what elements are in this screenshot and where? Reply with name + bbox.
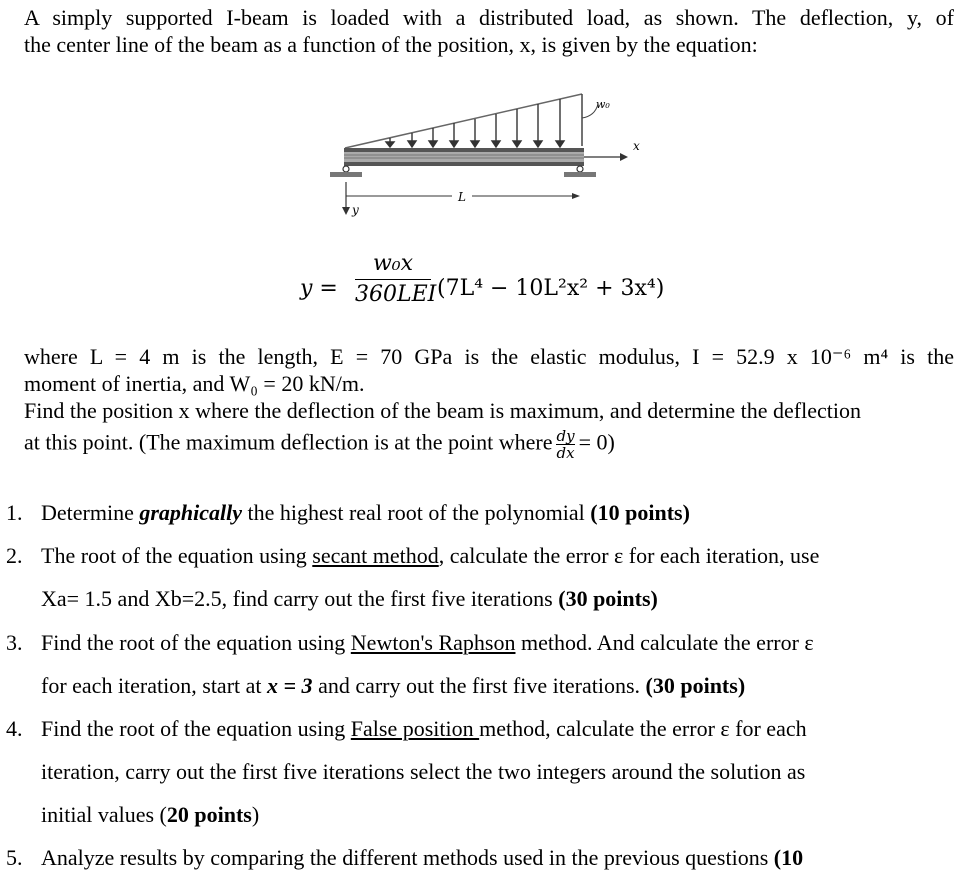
derivative-denominator: dx — [556, 444, 575, 462]
beam-diagram — [320, 86, 660, 226]
question-3-start-value: x = 3 — [267, 673, 313, 698]
question-3-text-4: and carry out the first five iterations. — [312, 673, 646, 698]
question-1-text: Determine — [41, 500, 140, 525]
question-4-points: 20 points — [166, 802, 252, 827]
equation-numerator: w₀x — [372, 251, 414, 276]
question-2-text: The root of the equation using — [41, 543, 313, 568]
question-3-text-2: method. And calculate the error ε — [515, 630, 814, 655]
question-2-number: 2. — [6, 543, 23, 568]
x-axis-label: x — [633, 139, 640, 153]
load-arrows — [386, 99, 564, 147]
intro-line-1: A simply supported I-beam is loaded with a distributed load, as shown. The deflection, y, of — [24, 5, 954, 30]
question-4-text-3: initial values ( — [41, 802, 167, 827]
question-3-line-2 — [41, 673, 745, 699]
question-2-line-1 — [41, 543, 819, 569]
question-4-line-1 — [41, 716, 807, 742]
w0-label: w₀ — [596, 98, 610, 111]
question-4-text-4: ) — [251, 802, 260, 827]
left-support — [330, 166, 362, 177]
question-3-number: 3. — [6, 630, 23, 655]
question-2-text-2: , calculate the error ε for each iteration, use — [438, 543, 820, 568]
question-5-number: 5. — [6, 845, 23, 870]
question-1-points: (10 points) — [590, 500, 690, 525]
i-beam — [344, 148, 584, 166]
intro-line-2: the center line of the beam as a function of the position, x, is given by the equation: — [24, 32, 758, 57]
deflection-equation — [300, 250, 720, 320]
equation-lhs: y = — [300, 276, 338, 301]
question-2-points: (30 points) — [558, 586, 658, 611]
question-5-points: (10 — [773, 845, 804, 870]
given-line-1: where L = 4 m is the length, E = 70 GPa is the elastic modulus, I = 52.9 x 10⁻⁶ m⁴ is the — [24, 344, 954, 369]
secant-method-term: secant method — [312, 543, 439, 568]
load-slope-line — [345, 94, 582, 148]
given-line-4-end: = 0) — [578, 429, 615, 455]
given-line-2: moment of inertia, and W₀ = 20 kN/m. — [24, 371, 365, 396]
question-1-number: 1. — [6, 500, 23, 525]
equation-fraction — [355, 250, 437, 309]
question-4-text-2: method, calculate the error ε for each — [479, 716, 807, 741]
question-3-text-3: for each iteration, start at — [41, 673, 268, 698]
false-position-term: False position — [350, 716, 480, 741]
length-label: L — [458, 190, 466, 204]
question-4-text: Find the root of the equation using — [41, 716, 351, 741]
given-line-4 — [24, 428, 954, 461]
question-3-points: (30 points) — [645, 673, 746, 698]
question-4-line-3 — [41, 802, 259, 828]
right-support — [564, 166, 596, 177]
newton-raphson-term: Newton's Raphson — [350, 630, 516, 655]
given-line-3: Find the position x where the deflection of the beam is maximum, and determine the deflection — [24, 398, 861, 423]
equation-denominator: 360LEI — [355, 282, 437, 307]
question-4-number: 4. — [6, 716, 23, 741]
y-axis-label: y — [352, 203, 359, 217]
question-4-line-2: iteration, carry out the first five iterations select the two integers around the solution as — [41, 759, 806, 784]
question-1-text-2: the highest real root of the polynomial — [242, 500, 591, 525]
question-1-emphasis: graphically — [139, 500, 243, 525]
equation-polynomial: (7L⁴ − 10L²x² + 3x⁴) — [437, 276, 665, 301]
question-2-text-3: Xa= 1.5 and Xb=2.5, find carry out the first five iterations — [41, 586, 559, 611]
given-line-4-text: at this point. (The maximum deflection is at the point where — [24, 429, 553, 455]
question-3-line-1 — [41, 630, 814, 656]
question-3-text: Find the root of the equation using — [41, 630, 351, 655]
question-5-text: Analyze results by comparing the different methods used in the previous questions — [41, 845, 774, 870]
question-2-line-2 — [41, 586, 658, 612]
derivative-fraction — [556, 428, 574, 461]
question-5 — [41, 845, 803, 871]
derivative-numerator: dy — [556, 427, 575, 445]
question-1 — [41, 500, 690, 526]
